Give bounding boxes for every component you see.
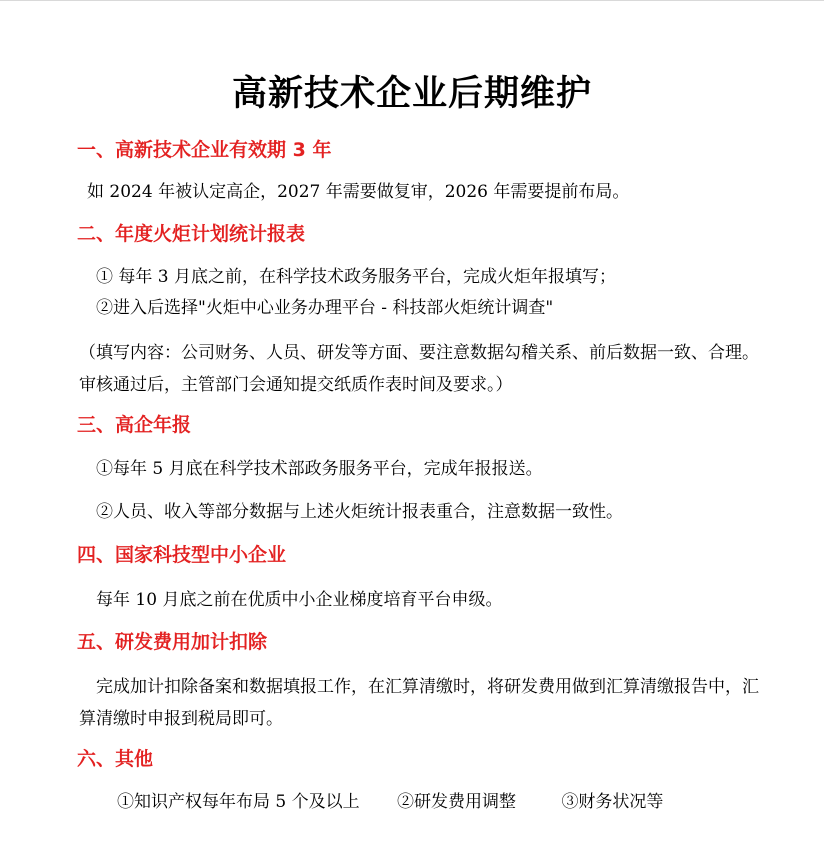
section-6-item-3: ③财务状况等 xyxy=(561,792,664,812)
section-6-heading: 六、其他 xyxy=(77,748,154,770)
section-6-item-2: ②研发费用调整 xyxy=(397,792,517,812)
page-title: 高新技术企业后期维护 xyxy=(231,74,592,114)
section-3-heading: 三、高企年报 xyxy=(77,414,192,436)
section-6-items xyxy=(117,787,663,817)
section-1-heading: 一、高新技术企业有效期 3 年 xyxy=(77,139,332,161)
top-divider xyxy=(0,0,824,1)
section-5-text: 完成加计扣除备案和数据填报工作，在汇算清缴时，将研发费用做到汇算清缴报告中，汇算清缴时申报到税局即可。 xyxy=(79,677,759,729)
section-1-text: 如 2024 年被认定高企，2027 年需要做复审，2026 年需要提前布局。 xyxy=(87,182,630,202)
section-6-item-1: ①知识产权每年布局 5 个及以上 xyxy=(117,792,360,812)
section-2-line-2: ②进入后选择"火炬中心业务办理平台 - 科技部火炬统计调查" xyxy=(96,298,554,318)
section-4-heading: 四、国家科技型中小企业 xyxy=(77,544,287,566)
section-2-line-1: ① 每年 3 月底之前，在科学技术政务服务平台，完成火炬年报填写； xyxy=(96,267,617,287)
section-4-text: 每年 10 月底之前在优质中小企业梯度培育平台申级。 xyxy=(96,590,503,610)
section-5-heading: 五、研发费用加计扣除 xyxy=(77,631,268,653)
section-3-line-1: ①每年 5 月底在科学技术部政务服务平台，完成年报报送。 xyxy=(96,459,543,479)
section-2-heading: 二、年度火炬计划统计报表 xyxy=(77,223,306,245)
section-3-line-2: ②人员、收入等部分数据与上述火炬统计报表重合，注意数据一致性。 xyxy=(96,502,623,522)
section-2-note: （填写内容：公司财务、人员、研发等方面、要注意数据勾稽关系、前后数据一致、合理。审核通过后，主管部门会通知提交纸质作表时间及要求。） xyxy=(79,343,759,395)
